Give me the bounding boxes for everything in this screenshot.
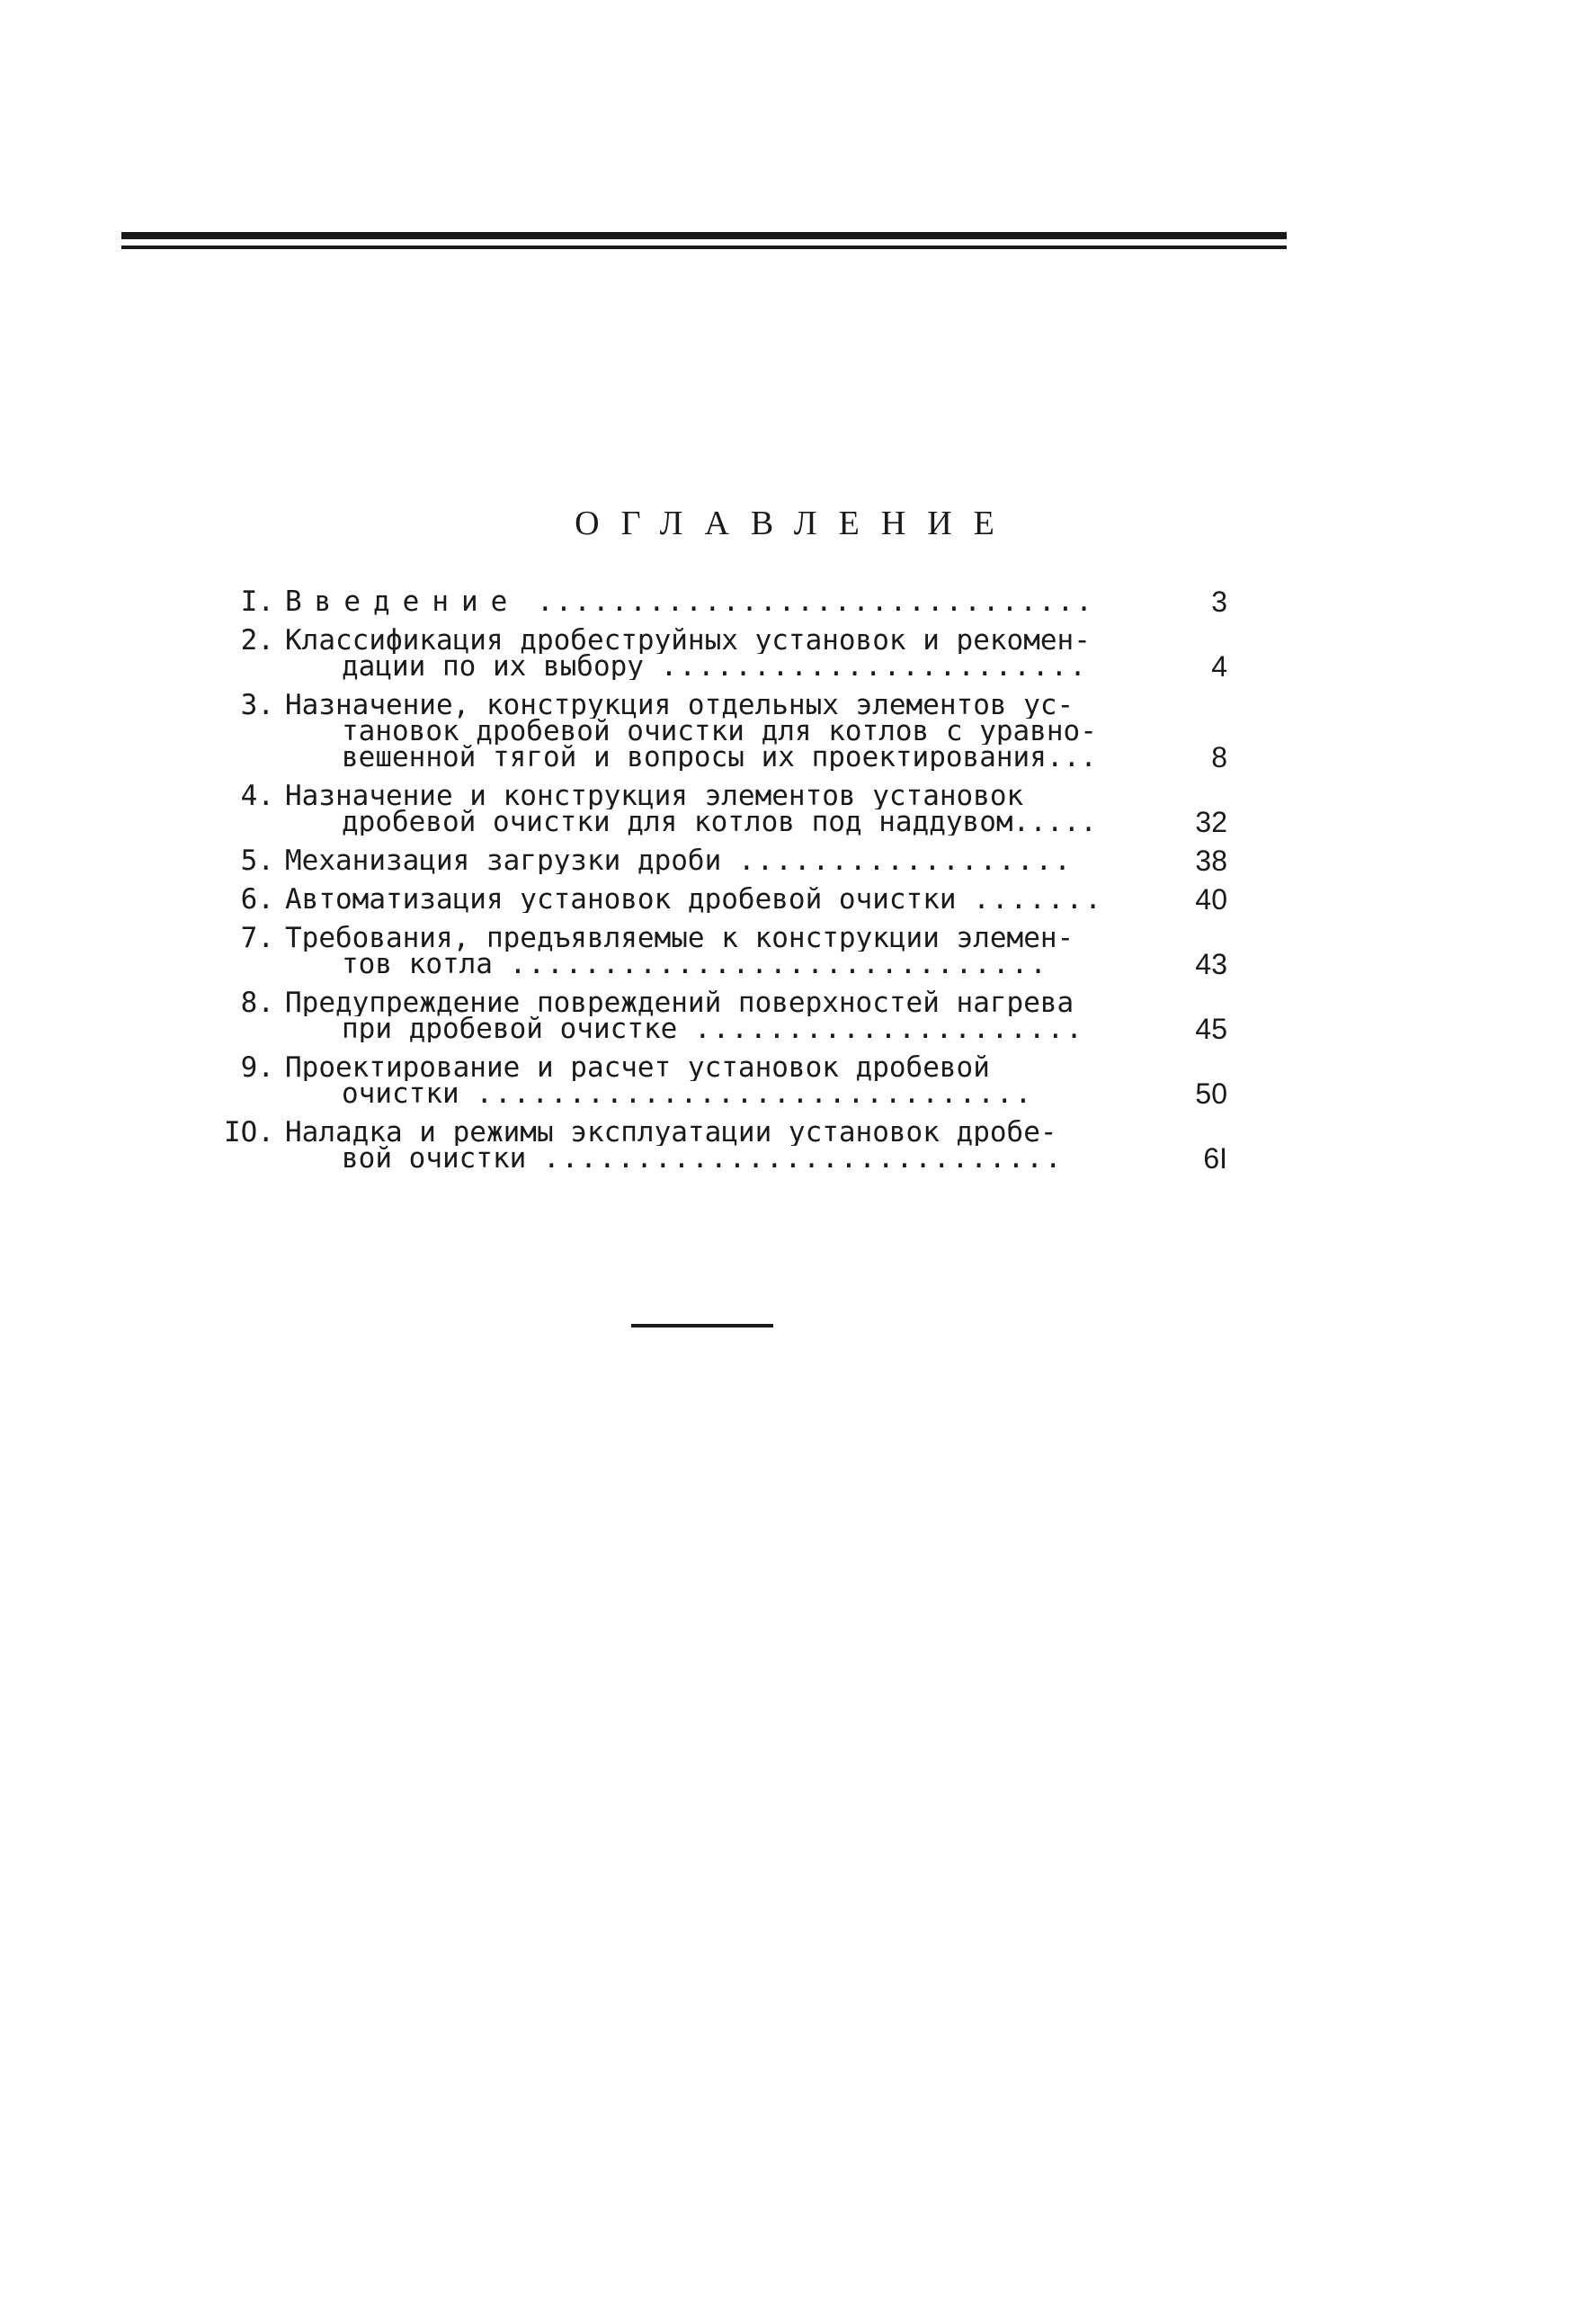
toc-entry-title: Механизация загрузки дроби xyxy=(285,848,722,874)
toc-entry-7 xyxy=(202,922,1227,980)
toc-leader-dots: ............................. xyxy=(509,952,1048,978)
toc-page-number: 43 xyxy=(1195,948,1227,980)
toc-entry-line: Назначение, конструкция отдельных элементов ус- xyxy=(285,693,1074,719)
toc-entry-line: дации по их выбору xyxy=(342,654,644,680)
toc-entry-3 xyxy=(202,689,1227,773)
toc-entry-number: 6. xyxy=(240,883,274,916)
toc-entry-9 xyxy=(202,1051,1227,1110)
toc-entry-line: вой очистки xyxy=(342,1146,527,1172)
toc-entry-line: тов котла xyxy=(342,952,493,978)
toc-entry-line: Проектирование и расчет установок дробевой xyxy=(285,1055,990,1081)
toc-entry-5 xyxy=(202,845,1227,877)
toc-entry-title: Автоматизация установок дробевой очистки xyxy=(285,887,957,913)
toc-entry-number: 3. xyxy=(240,689,274,721)
toc-entry-8 xyxy=(202,987,1227,1045)
toc-entry-number: 4. xyxy=(240,780,274,812)
toc-entry-title: Введение xyxy=(285,589,521,615)
toc-leader-dots: .............................. xyxy=(536,589,1094,615)
toc-page-number: 50 xyxy=(1195,1077,1227,1110)
header-rule-thick xyxy=(121,232,1287,239)
toc-entry-number: 5. xyxy=(240,845,274,877)
table-of-contents xyxy=(202,585,1227,1184)
toc-entry-line: при дробевой очистке xyxy=(342,1016,678,1042)
toc-entry-line: вешенной тягой и вопросы их проектирования... xyxy=(342,745,1097,771)
toc-entry-1 xyxy=(202,585,1227,618)
toc-page-number: 3 xyxy=(1211,585,1227,618)
toc-entry-line: очистки xyxy=(342,1081,459,1107)
toc-entry-line: тановок дробевой очистки для котлов с уравно- xyxy=(342,719,1097,745)
toc-page-number: 4 xyxy=(1211,650,1227,683)
toc-page-number: 32 xyxy=(1195,806,1227,838)
toc-entry-4 xyxy=(202,780,1227,838)
toc-leader-dots: ..................... xyxy=(693,1016,1084,1042)
toc-page-number: 6I xyxy=(1203,1142,1227,1175)
toc-entry-number: 8. xyxy=(240,987,274,1019)
toc-entry-6 xyxy=(202,883,1227,916)
header-rule-thin xyxy=(121,246,1287,249)
toc-entry-line: дробевой очистки для котлов под наддувом..... xyxy=(342,809,1097,836)
toc-page-number: 40 xyxy=(1195,883,1227,916)
toc-entry-number: IO. xyxy=(224,1116,274,1149)
toc-leader-dots: ....... xyxy=(973,887,1103,913)
toc-entry-10 xyxy=(202,1116,1227,1175)
toc-leader-dots: .............................. xyxy=(476,1081,1034,1107)
toc-entry-number: 7. xyxy=(240,922,274,954)
toc-entry-line: Классификация дробеструйных установок и рекомен- xyxy=(285,628,1091,654)
toc-leader-dots: ............................ xyxy=(542,1146,1064,1172)
footer-divider xyxy=(631,1324,773,1327)
toc-leader-dots: .................. xyxy=(737,848,1073,874)
toc-page-number: 45 xyxy=(1195,1013,1227,1045)
toc-page-number: 38 xyxy=(1195,845,1227,877)
toc-entry-number: I. xyxy=(240,585,274,618)
toc-entry-line: Требования, предъявляемые к конструкции элемен- xyxy=(285,925,1074,952)
toc-entry-number: 2. xyxy=(240,624,274,657)
toc-entry-line: Наладка и режимы эксплуатации установок дробе- xyxy=(285,1120,1057,1146)
toc-entry-line: Назначение и конструкция элементов установок xyxy=(285,783,1024,809)
toc-entry-line: Предупреждение повреждений поверхностей нагрева xyxy=(285,990,1074,1016)
toc-leader-dots: ....................... xyxy=(660,654,1088,680)
toc-entry-number: 9. xyxy=(240,1051,274,1084)
page-title: ОГЛАВЛЕНИЕ xyxy=(575,505,1016,542)
toc-entry-2 xyxy=(202,624,1227,683)
toc-page-number: 8 xyxy=(1211,741,1227,773)
